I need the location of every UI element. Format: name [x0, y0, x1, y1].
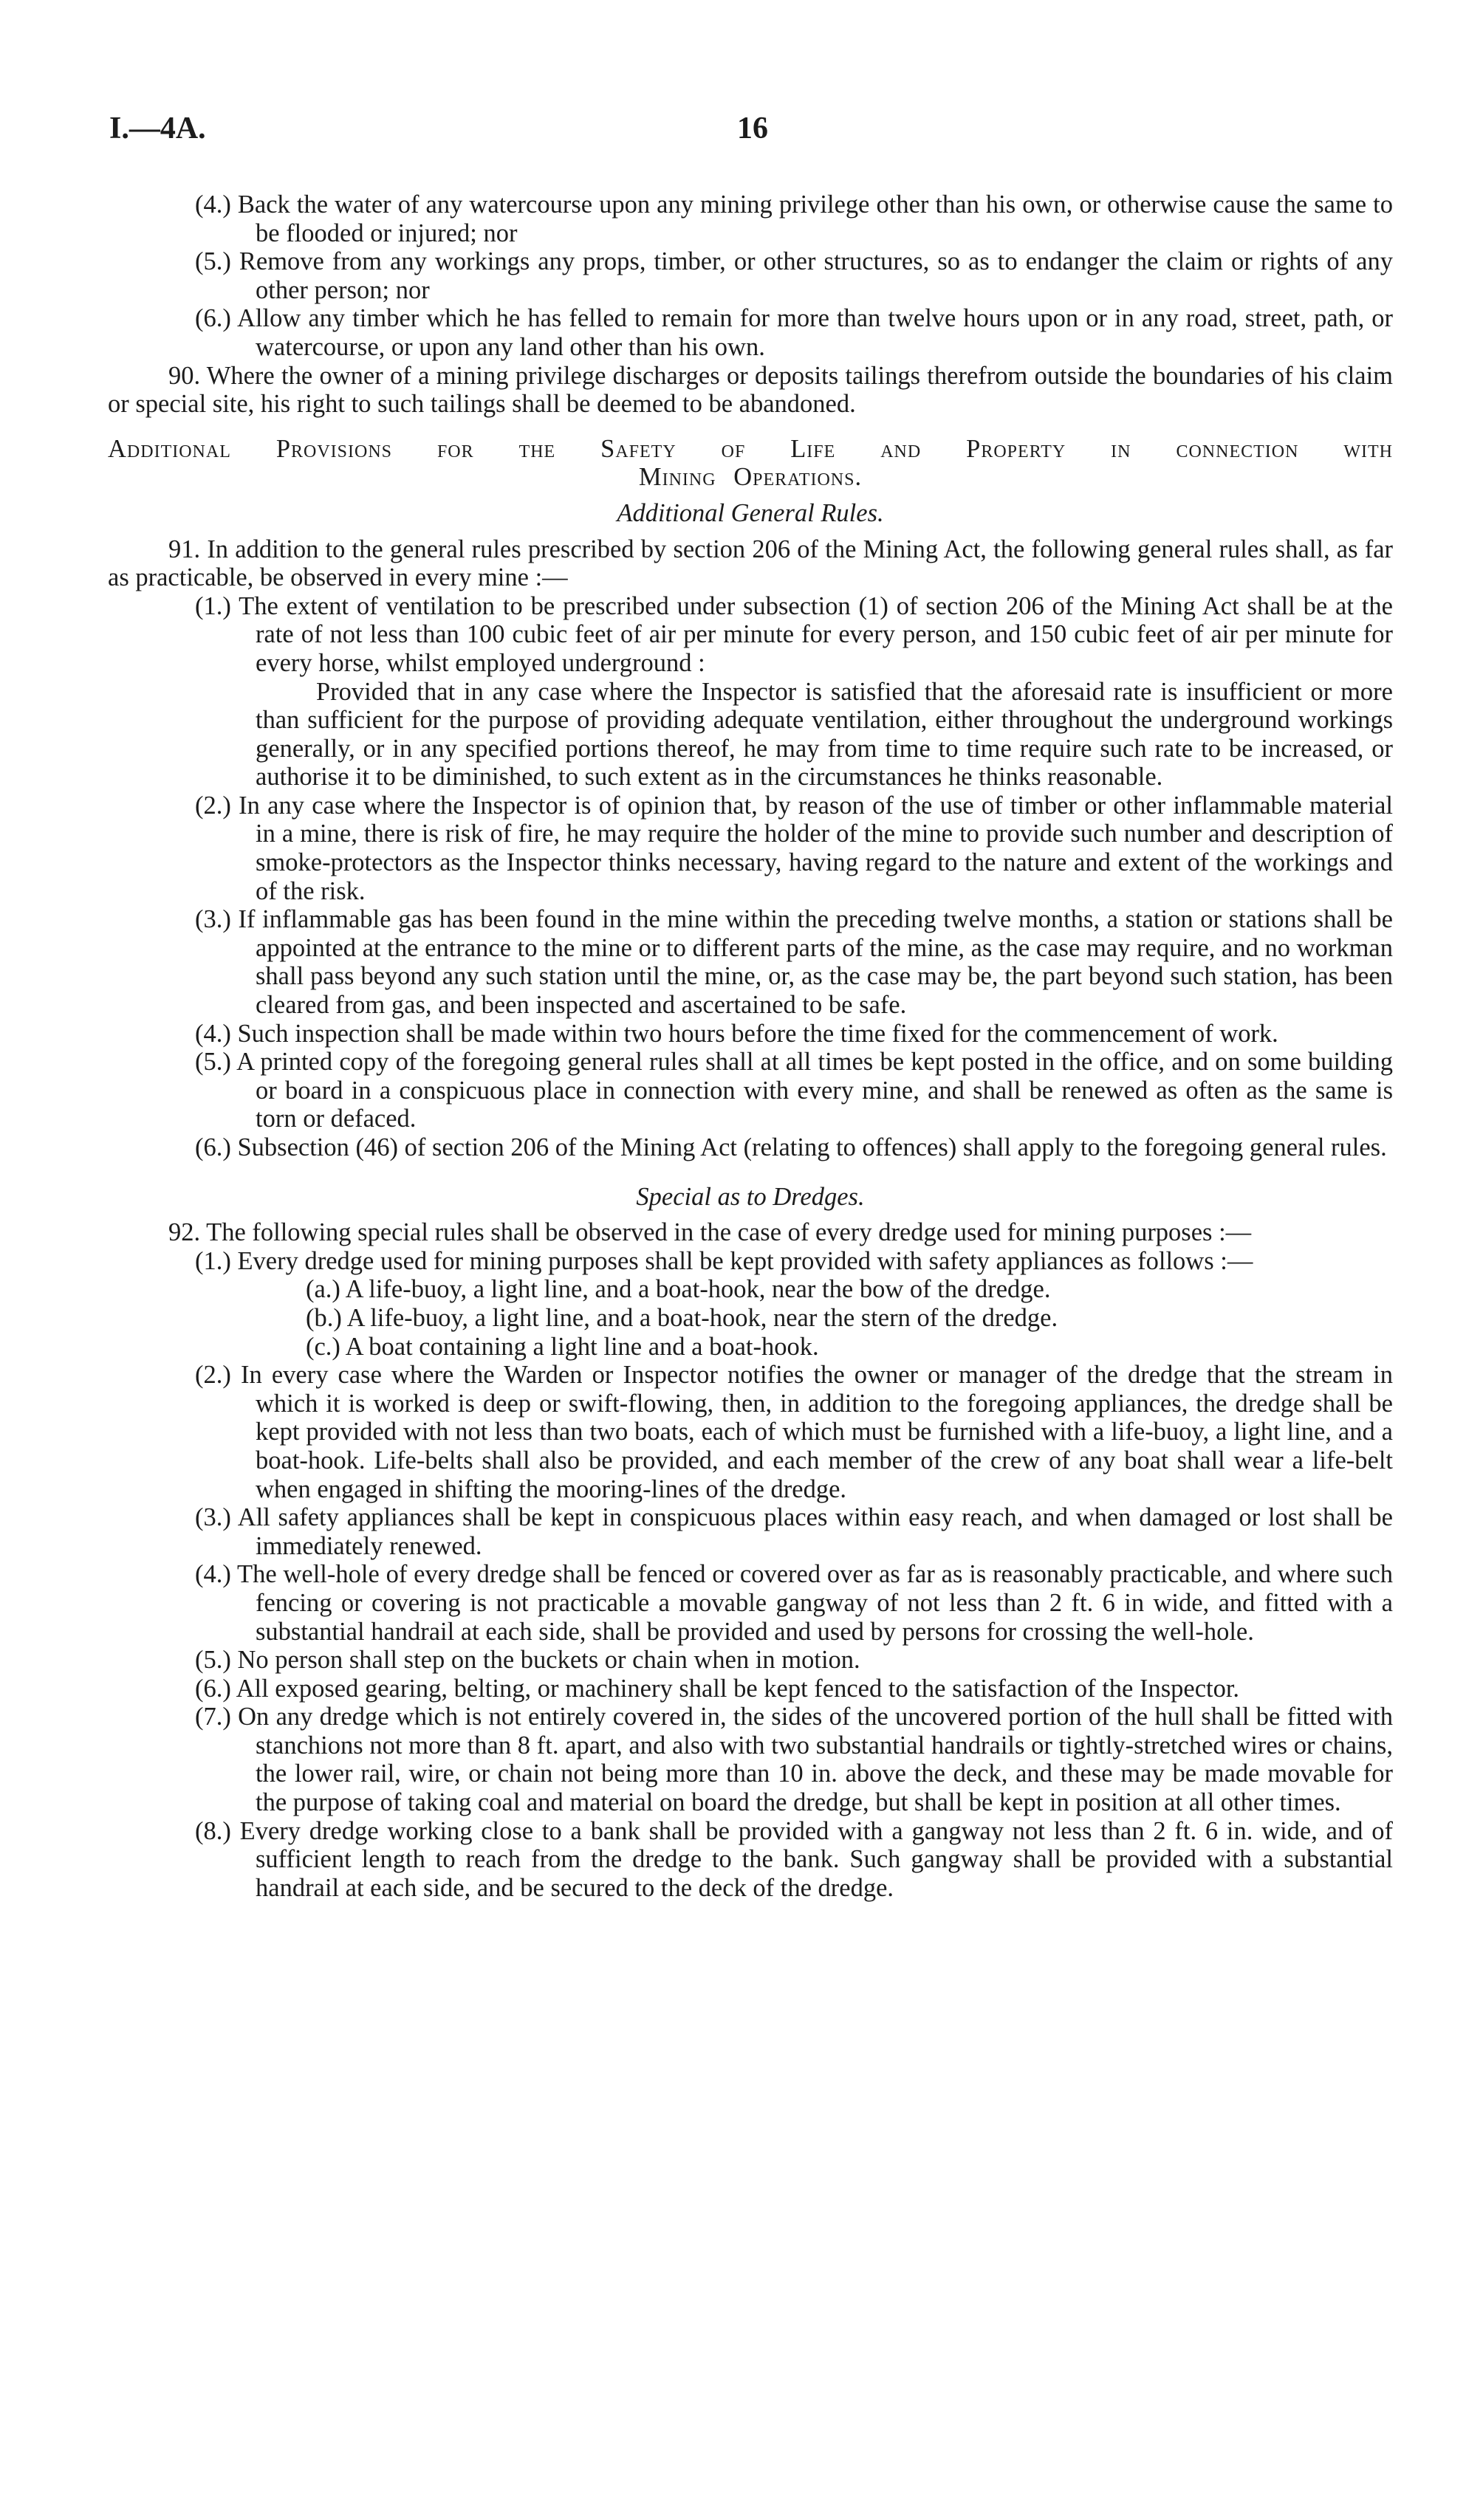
rule-91-4: (4.) Such inspection shall be made within two hours before the time fixed for the commencement of work. — [195, 1019, 1278, 1048]
rule-91-6: (6.) Subsection (46) of section 206 of the Mining Act (relating to offences) shall apply to the foregoing general rules. — [195, 1133, 1387, 1161]
rule-92-1-a: (a.) A life-buoy, a light line, and a boat-hook, near the bow of the dredge. — [306, 1275, 1051, 1304]
rule-92-1-c: (c.) A boat containing a light line and a boat-hook. — [306, 1332, 819, 1361]
rule-91-1: (1.) The extent of ventilation to be prescribed under subsection (1) of section 206 of the Mining Act shall be at the rate of not less than 100 cubic feet of air per minute for every person, and 150 cubic feet of air per minute for every horse, whilst employed underground : — [195, 591, 1393, 677]
clause-item-4-continued: (4.) Back the water of any watercourse upon any mining privilege other than his own, or otherwise cause the same to be flooded or injured; nor — [195, 190, 1393, 247]
rule-92-4: (4.) The well-hole of every dredge shall be fenced or covered over as far as is reasonably practicable, and where such fencing or covering is not practicable a movable gangway of not less than 2 ft. 6 in wide, and fitted with a substantial handrail at each side, shall be provided and used by persons for crossing the well-hole. — [195, 1560, 1393, 1646]
rule-91-5: (5.) A printed copy of the foregoing general rules shall at all times be kept posted in the office, and on some building or board in a conspicuous place in connection with every mine, and shall be renewed as often as the same is torn or defaced. — [195, 1048, 1393, 1133]
rule-92-2: (2.) In every case where the Warden or Inspector notifies the owner or manager of the dredge that the stream in which it is worked is deep or swift-flowing, then, in addition to the foregoing appliances, the dredge shall be kept provided with not less than two boats, each of which must be furnished with a life-buoy, a light line, and a boat-hook. Life-belts shall also be provided, and each member of the crew of any boat shall wear a life-belt when engaged in shifting the mooring-lines of the dredge. — [195, 1361, 1393, 1503]
page-header — [0, 111, 1483, 155]
rule-92-1-b: (b.) A life-buoy, a light line, and a boat-hook, near the stern of the dredge. — [306, 1303, 1058, 1332]
rule-92-7: (7.) On any dredge which is not entirely covered in, the sides of the uncovered portion of the hull shall be fitted with stanchions not more than 8 ft. apart, and also with two substantial handrails or tightly-stretched wires or chains, the lower rail, wire, or chain not being more than 10 in. above the deck, and these may be made movable for the purpose of taking coal and material on board the dredge, but shall be kept in position at all other times. — [195, 1703, 1393, 1817]
rule-92-3: (3.) All safety appliances shall be kept in conspicuous places within easy reach, and when damaged or lost shall be immediately renewed. — [195, 1503, 1393, 1560]
section-91: 91. In addition to the general rules prescribed by section 206 of the Mining Act, the following general rules shall, as far as practicable, be observed in every mine :— — [108, 535, 1393, 592]
clause-item-5-continued: (5.) Remove from any workings any props, timber, or other structures, so as to endanger the claim or rights of any other person; nor — [195, 247, 1393, 304]
section-heading-line-1: Additional Provisions for the Safety of Life and Property in connection with — [108, 434, 1393, 463]
rule-92-6: (6.) All exposed gearing, belting, or machinery shall be kept fenced to the satisfaction of the Inspector. — [195, 1674, 1240, 1703]
rule-92-8: (8.) Every dredge working close to a bank shall be provided with a gangway not less than 2 ft. 6 in. wide, and of sufficient length to reach from the dredge to the bank. Such gangway shall be provided with a substantial handrail at each side, and be secured to the deck of the dredge. — [195, 1816, 1393, 1902]
page-number: 16 — [737, 111, 768, 145]
rule-91-3: (3.) If inflammable gas has been found in the mine within the preceding twelve months, a station or stations shall be appointed at the entrance to the mine or to different parts of the mine, as the case may require, and no workman shall pass beyond any such station until the mine, or, as the case may be, the part beyond such station, has been cleared from gas, and been inspected and ascertained to be safe. — [195, 905, 1393, 1020]
section-90: 90. Where the owner of a mining privilege discharges or deposits tailings therefrom outside the boundaries of his claim or special site, his right to such tailings shall be deemed to be abandoned. — [108, 361, 1393, 419]
rule-92-5: (5.) No person shall step on the buckets or chain when in motion. — [195, 1646, 860, 1675]
rule-91-1-proviso: Provided that in any case where the Inspector is satisfied that the aforesaid rate is insufficient or more than sufficient for the purpose of providing adequate ventilation, either throughout the underground workings generally, or in any specified portions thereof, he may from time to time require such rate to be increased, or authorise it to be diminished, to such extent as in the circumstances he thinks reasonable. — [256, 677, 1393, 792]
rule-91-2: (2.) In any case where the Inspector is of opinion that, by reason of the use of timber or other inflammable material in a mine, there is risk of fire, he may require the holder of the mine to provide such number and description of smoke-protectors as the Inspector thinks necessary, having regard to the nature and extent of the workings and of the risk. — [195, 791, 1393, 905]
document-id: I.—4A. — [109, 111, 206, 145]
section-heading-line-2: Mining Operations. — [638, 463, 863, 492]
subheading-dredges: Special as to Dredges. — [636, 1182, 865, 1211]
rule-92-1: (1.) Every dredge used for mining purposes shall be kept provided with safety appliances as follows :— — [195, 1246, 1253, 1275]
clause-item-6-continued: (6.) Allow any timber which he has felled to remain for more than twelve hours upon or in any road, street, path, or watercourse, or upon any land other than his own. — [195, 304, 1393, 361]
document-body — [108, 190, 1393, 1902]
section-92: 92. The following special rules shall be observed in the case of every dredge used for mining purposes :— — [168, 1218, 1252, 1247]
subheading-general-rules: Additional General Rules. — [617, 498, 884, 527]
